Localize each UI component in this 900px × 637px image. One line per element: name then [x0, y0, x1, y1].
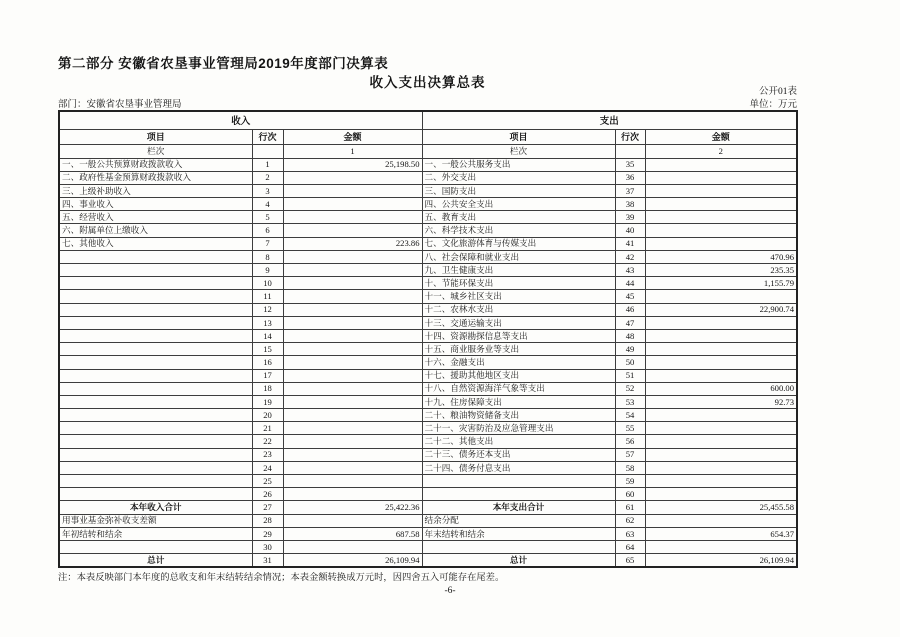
- income-item: [59, 369, 252, 382]
- table-row: [59, 554, 797, 567]
- table-row: [59, 448, 797, 461]
- page-number: -6-: [444, 586, 456, 596]
- table-code-label: 公开01表: [758, 87, 797, 97]
- income-item: 二、政府性基金预算财政拨款收入: [59, 171, 252, 184]
- expense-amount: [645, 409, 797, 422]
- income-amount: [283, 475, 422, 488]
- income-item: [59, 290, 252, 303]
- column-header-row: [59, 129, 797, 144]
- table-row: [59, 488, 797, 501]
- expense-amount: [645, 184, 797, 197]
- expense-amount: [645, 224, 797, 237]
- income-amount: [283, 461, 422, 474]
- expense-amount: [645, 461, 797, 474]
- expense-item: 本年支出合计: [422, 501, 615, 514]
- expense-amount: 22,900.74: [645, 303, 797, 316]
- income-line-no: 29: [252, 527, 283, 540]
- table-row: [59, 409, 797, 422]
- income-amount: [283, 198, 422, 211]
- income-item: 本年收入合计: [59, 501, 252, 514]
- income-amount: [283, 395, 422, 408]
- income-line-no: 23: [252, 448, 283, 461]
- expense-item: [422, 540, 615, 553]
- income-item: [59, 435, 252, 448]
- income-amount: 223.86: [283, 237, 422, 250]
- income-line-no: 1: [252, 158, 283, 171]
- table-row: [59, 184, 797, 197]
- income-item: [59, 448, 252, 461]
- section-band-row: [59, 111, 797, 129]
- table-row: [59, 303, 797, 316]
- expense-line-no: 40: [615, 224, 645, 237]
- expense-line-no: 49: [615, 343, 645, 356]
- expense-item: 结余分配: [422, 514, 615, 527]
- income-amount: [283, 303, 422, 316]
- income-item: [59, 303, 252, 316]
- income-amount: [283, 369, 422, 382]
- expense-line-no: 46: [615, 303, 645, 316]
- income-line-no: 8: [252, 250, 283, 263]
- income-amount: 25,198.50: [283, 158, 422, 171]
- income-amount: [283, 224, 422, 237]
- table-row: [59, 356, 797, 369]
- expense-amount: [645, 343, 797, 356]
- income-amount: [283, 356, 422, 369]
- table-row: [59, 224, 797, 237]
- income-amount: [283, 409, 422, 422]
- income-line-no: 25: [252, 475, 283, 488]
- expense-line-no: 55: [615, 422, 645, 435]
- expense-amount: [645, 514, 797, 527]
- expense-amount: [645, 211, 797, 224]
- income-amount: [283, 290, 422, 303]
- income-line-no: 14: [252, 329, 283, 342]
- table-row: [59, 395, 797, 408]
- expense-item: 六、科学技术支出: [422, 224, 615, 237]
- income-item: [59, 316, 252, 329]
- expense-item: 年末结转和结余: [422, 527, 615, 540]
- expense-amount: [645, 237, 797, 250]
- expense-amount: [645, 448, 797, 461]
- expense-line-no: 58: [615, 461, 645, 474]
- income-line-no: 31: [252, 554, 283, 567]
- expense-line-no: 54: [615, 409, 645, 422]
- expense-item: 十一、城乡社区支出: [422, 290, 615, 303]
- income-amount: [283, 343, 422, 356]
- expense-line-no: 43: [615, 264, 645, 277]
- income-amount: [283, 211, 422, 224]
- table-row: [59, 198, 797, 211]
- document-subtitle: 收入支出决算总表: [369, 75, 486, 90]
- income-amount: 25,422.36: [283, 501, 422, 514]
- income-item: [59, 422, 252, 435]
- income-item-header: 项目: [59, 129, 252, 144]
- expense-item: [422, 475, 615, 488]
- expense-item: 十四、资源勘探信息等支出: [422, 329, 615, 342]
- expense-line-header: 行次: [615, 129, 645, 144]
- income-line-no: 5: [252, 211, 283, 224]
- income-line-no: 7: [252, 237, 283, 250]
- expense-item: 十七、援助其他地区支出: [422, 369, 615, 382]
- income-amount: [283, 316, 422, 329]
- income-amount-header: 金额: [283, 129, 422, 144]
- income-line-no: 30: [252, 540, 283, 553]
- income-item: [59, 488, 252, 501]
- income-item: 六、附属单位上缴收入: [59, 224, 252, 237]
- income-expense-summary-table: [58, 110, 798, 568]
- table-row: [59, 527, 797, 540]
- income-amount: [283, 514, 422, 527]
- income-amount: [283, 250, 422, 263]
- expense-item: 十六、金融支出: [422, 356, 615, 369]
- income-item: [59, 264, 252, 277]
- expense-item: 十三、交通运输支出: [422, 316, 615, 329]
- income-line-no: 9: [252, 264, 283, 277]
- income-amount: [283, 488, 422, 501]
- income-amount: [283, 171, 422, 184]
- income-line-no: 26: [252, 488, 283, 501]
- expense-line-no: 64: [615, 540, 645, 553]
- expense-line-no: 36: [615, 171, 645, 184]
- expense-line-no: 41: [615, 237, 645, 250]
- table-row: [59, 237, 797, 250]
- income-line-no: 4: [252, 198, 283, 211]
- table-body: [59, 158, 797, 567]
- expense-amount: [645, 198, 797, 211]
- table-row: [59, 316, 797, 329]
- expense-amount: 600.00: [645, 382, 797, 395]
- expense-line-no: 37: [615, 184, 645, 197]
- income-item: [59, 343, 252, 356]
- expense-item: 十五、商业服务业等支出: [422, 343, 615, 356]
- income-column-index: 1: [283, 144, 422, 158]
- expense-item: 二十二、其他支出: [422, 435, 615, 448]
- expense-item: 四、公共安全支出: [422, 198, 615, 211]
- expense-section-header: 支出: [422, 111, 797, 129]
- income-item: [59, 395, 252, 408]
- income-item: 一、一般公共预算财政拨款收入: [59, 158, 252, 171]
- department-label: 部门：安徽省农垦事业管理局: [58, 100, 182, 110]
- income-amount: [283, 184, 422, 197]
- table-row: [59, 250, 797, 263]
- expense-index-line-blank: [615, 144, 645, 158]
- expense-item: 二十四、债务付息支出: [422, 461, 615, 474]
- expense-item: 二、外交支出: [422, 171, 615, 184]
- expense-item: 一、一般公共服务支出: [422, 158, 615, 171]
- expense-item: 五、教育支出: [422, 211, 615, 224]
- expense-line-no: 45: [615, 290, 645, 303]
- table-row: [59, 514, 797, 527]
- income-index-label: 栏次: [59, 144, 252, 158]
- income-item: [59, 277, 252, 290]
- expense-line-no: 57: [615, 448, 645, 461]
- expense-line-no: 51: [615, 369, 645, 382]
- expense-amount-header: 金额: [645, 129, 797, 144]
- income-amount: [283, 422, 422, 435]
- expense-item: 二十一、灾害防治及应急管理支出: [422, 422, 615, 435]
- income-item: 用事业基金弥补收支差额: [59, 514, 252, 527]
- income-line-no: 20: [252, 409, 283, 422]
- expense-line-no: 65: [615, 554, 645, 567]
- expense-item: 三、国防支出: [422, 184, 615, 197]
- footnote: 注：本表反映部门本年度的总收支和年末结转结余情况；本表金额转换成万元时，因四舍五入可能存在尾差。: [58, 573, 505, 583]
- income-item: 总计: [59, 554, 252, 567]
- expense-line-no: 56: [615, 435, 645, 448]
- expense-item: 十九、住房保障支出: [422, 395, 615, 408]
- income-line-no: 27: [252, 501, 283, 514]
- expense-item: 二十、粮油物资储备支出: [422, 409, 615, 422]
- expense-line-no: 50: [615, 356, 645, 369]
- expense-item: [422, 488, 615, 501]
- expense-line-no: 61: [615, 501, 645, 514]
- income-amount: [283, 448, 422, 461]
- expense-amount: 92.73: [645, 395, 797, 408]
- income-line-no: 28: [252, 514, 283, 527]
- income-line-no: 18: [252, 382, 283, 395]
- income-line-no: 19: [252, 395, 283, 408]
- table-row: [59, 475, 797, 488]
- table-row: [59, 211, 797, 224]
- income-item: 三、上级补助收入: [59, 184, 252, 197]
- unit-label: 单位：万元: [749, 100, 797, 110]
- expense-line-no: 42: [615, 250, 645, 263]
- income-line-no: 2: [252, 171, 283, 184]
- income-line-no: 17: [252, 369, 283, 382]
- table-row: [59, 329, 797, 342]
- income-item: [59, 475, 252, 488]
- expense-amount: [645, 475, 797, 488]
- expense-item: 十二、农林水支出: [422, 303, 615, 316]
- table-row: [59, 369, 797, 382]
- expense-column-index: 2: [645, 144, 797, 158]
- expense-item: 八、社会保障和就业支出: [422, 250, 615, 263]
- expense-line-no: 38: [615, 198, 645, 211]
- expense-line-no: 63: [615, 527, 645, 540]
- expense-amount: 1,155.79: [645, 277, 797, 290]
- expense-item-header: 项目: [422, 129, 615, 144]
- table-row: [59, 264, 797, 277]
- income-line-no: 24: [252, 461, 283, 474]
- income-amount: [283, 277, 422, 290]
- income-item: 七、其他收入: [59, 237, 252, 250]
- expense-line-no: 59: [615, 475, 645, 488]
- expense-line-no: 44: [615, 277, 645, 290]
- income-item: [59, 540, 252, 553]
- expense-amount: [645, 435, 797, 448]
- table-row: [59, 382, 797, 395]
- income-amount: 687.58: [283, 527, 422, 540]
- income-line-no: 16: [252, 356, 283, 369]
- expense-amount: [645, 171, 797, 184]
- income-amount: [283, 435, 422, 448]
- expense-line-no: 47: [615, 316, 645, 329]
- expense-amount: [645, 356, 797, 369]
- income-item: 四、事业收入: [59, 198, 252, 211]
- expense-amount: 235.35: [645, 264, 797, 277]
- income-amount: 26,109.94: [283, 554, 422, 567]
- income-line-no: 3: [252, 184, 283, 197]
- table-row: [59, 540, 797, 553]
- expense-amount: 26,109.94: [645, 554, 797, 567]
- income-amount: [283, 540, 422, 553]
- expense-line-no: 35: [615, 158, 645, 171]
- income-index-line-blank: [252, 144, 283, 158]
- expense-amount: [645, 329, 797, 342]
- table-row: [59, 343, 797, 356]
- income-item: [59, 382, 252, 395]
- expense-amount: [645, 290, 797, 303]
- income-line-header: 行次: [252, 129, 283, 144]
- table-row: [59, 158, 797, 171]
- income-line-no: 21: [252, 422, 283, 435]
- expense-item: 十、节能环保支出: [422, 277, 615, 290]
- income-line-no: 13: [252, 316, 283, 329]
- income-item: [59, 329, 252, 342]
- income-line-no: 6: [252, 224, 283, 237]
- expense-line-no: 62: [615, 514, 645, 527]
- table-row: [59, 171, 797, 184]
- expense-item: 九、卫生健康支出: [422, 264, 615, 277]
- income-amount: [283, 329, 422, 342]
- column-index-row: [59, 144, 797, 158]
- income-line-no: 12: [252, 303, 283, 316]
- income-line-no: 11: [252, 290, 283, 303]
- expense-amount: [645, 369, 797, 382]
- expense-line-no: 60: [615, 488, 645, 501]
- expense-item: 十八、自然资源海洋气象等支出: [422, 382, 615, 395]
- table-row: [59, 422, 797, 435]
- expense-amount: 654.37: [645, 527, 797, 540]
- table-row: [59, 290, 797, 303]
- income-item: [59, 409, 252, 422]
- table-row: [59, 501, 797, 514]
- expense-line-no: 48: [615, 329, 645, 342]
- expense-amount: 470.96: [645, 250, 797, 263]
- income-line-no: 10: [252, 277, 283, 290]
- income-amount: [283, 264, 422, 277]
- table-row: [59, 435, 797, 448]
- income-item: 年初结转和结余: [59, 527, 252, 540]
- expense-item: 七、文化旅游体育与传媒支出: [422, 237, 615, 250]
- income-item: [59, 356, 252, 369]
- expense-item: 二十三、债务还本支出: [422, 448, 615, 461]
- expense-amount: [645, 422, 797, 435]
- expense-index-label: 栏次: [422, 144, 615, 158]
- expense-amount: [645, 316, 797, 329]
- income-item: [59, 250, 252, 263]
- expense-line-no: 39: [615, 211, 645, 224]
- table-row: [59, 277, 797, 290]
- expense-amount: [645, 540, 797, 553]
- expense-amount: [645, 158, 797, 171]
- document-title: 第二部分 安徽省农垦事业管理局2019年度部门决算表: [58, 56, 389, 71]
- income-line-no: 22: [252, 435, 283, 448]
- income-item: [59, 461, 252, 474]
- income-section-header: 收入: [59, 111, 422, 129]
- income-item: 五、经营收入: [59, 211, 252, 224]
- expense-amount: 25,455.58: [645, 501, 797, 514]
- expense-item: 总计: [422, 554, 615, 567]
- expense-amount: [645, 488, 797, 501]
- income-amount: [283, 382, 422, 395]
- table-row: [59, 461, 797, 474]
- expense-line-no: 53: [615, 395, 645, 408]
- expense-line-no: 52: [615, 382, 645, 395]
- income-line-no: 15: [252, 343, 283, 356]
